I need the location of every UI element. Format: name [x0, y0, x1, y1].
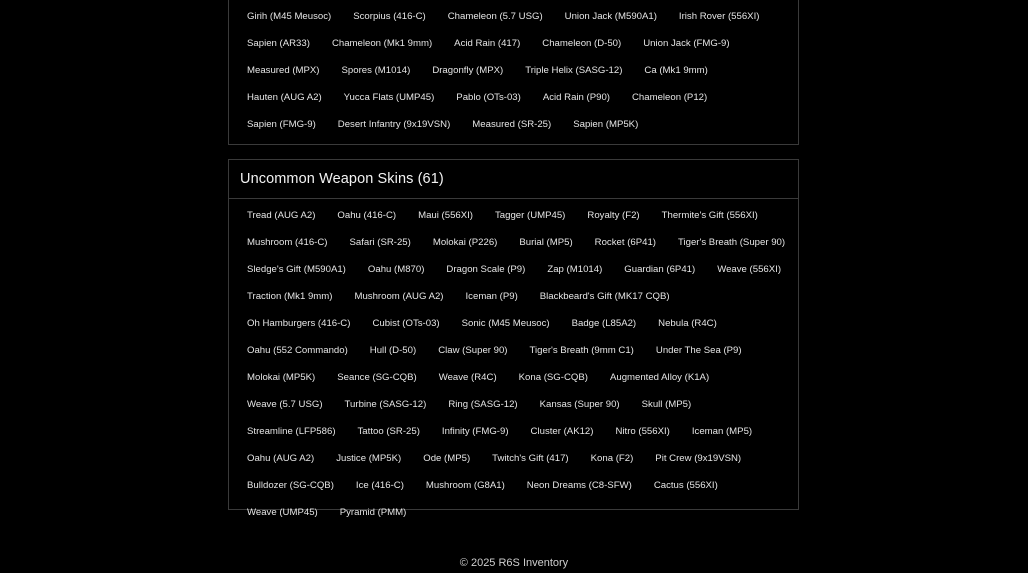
weapon-skin-tag[interactable]: Badge (L85A2): [571, 318, 637, 329]
weapon-skin-tag[interactable]: Scorpius (416-C): [353, 11, 426, 22]
weapon-skin-tag[interactable]: Mushroom (416-C): [247, 237, 328, 248]
weapon-skin-tag[interactable]: Molokai (P226): [432, 237, 498, 248]
weapon-skin-tag[interactable]: Cluster (AK12): [530, 426, 594, 437]
uncommon-skins-title: Uncommon Weapon Skins (61): [229, 160, 798, 199]
weapon-skin-tag[interactable]: Skull (MP5): [641, 399, 692, 410]
weapon-skin-tag[interactable]: Twitch's Gift (417): [492, 453, 569, 464]
weapon-skin-tag[interactable]: Maui (556XI): [418, 210, 473, 221]
weapon-skin-tag[interactable]: Infinity (FMG-9): [441, 426, 509, 437]
weapon-skin-tag[interactable]: Desert Infantry (9x19VSN): [337, 119, 451, 130]
weapon-skin-tag[interactable]: Zap (M1014): [547, 264, 603, 275]
weapon-skin-tag[interactable]: Tiger's Breath (9mm C1): [529, 345, 634, 356]
weapon-skin-tag[interactable]: Burial (MP5): [519, 237, 573, 248]
weapon-skin-tag[interactable]: Molokai (MP5K): [247, 372, 316, 383]
weapon-skin-tag[interactable]: Union Jack (M590A1): [564, 11, 657, 22]
weapon-skin-tag[interactable]: Claw (Super 90): [438, 345, 508, 356]
weapon-skin-tag[interactable]: Oahu (552 Commando): [247, 345, 348, 356]
weapon-skin-tag[interactable]: Safari (SR-25): [349, 237, 411, 248]
weapon-skin-tag[interactable]: Ca (Mk1 9mm): [644, 65, 708, 76]
footer-copyright: © 2025 R6S Inventory: [459, 557, 569, 569]
weapon-skin-tag[interactable]: Streamline (LFP586): [247, 426, 336, 437]
weapon-skin-tag[interactable]: Acid Rain (P90): [542, 92, 610, 103]
weapon-skin-tag[interactable]: Chameleon (5.7 USG): [447, 11, 543, 22]
weapon-skin-tag[interactable]: Spores (M1014): [341, 65, 411, 76]
weapon-skin-tag[interactable]: Turbine (SASG-12): [344, 399, 427, 410]
weapon-skin-tag[interactable]: Irish Rover (556XI): [678, 11, 760, 22]
weapon-skin-tag[interactable]: Nebula (R4C): [658, 318, 717, 329]
weapon-skin-tag[interactable]: Rocket (6P41): [594, 237, 656, 248]
weapon-skin-tag[interactable]: Dragonfly (MPX): [432, 65, 504, 76]
weapon-skin-tag[interactable]: Dragon Scale (P9): [446, 264, 526, 275]
weapon-skin-tag[interactable]: Chameleon (Mk1 9mm): [331, 38, 433, 49]
weapon-skin-tag[interactable]: Royalty (F2): [587, 210, 640, 221]
weapon-skin-tag[interactable]: Acid Rain (417): [454, 38, 521, 49]
weapon-skin-tag[interactable]: Bulldozer (SG-CQB): [247, 480, 334, 491]
weapon-skin-tag[interactable]: Tiger's Breath (Super 90): [678, 237, 786, 248]
weapon-skin-tag[interactable]: Chameleon (D-50): [542, 38, 622, 49]
weapon-skin-tag[interactable]: Oahu (AUG A2): [247, 453, 315, 464]
weapon-skin-tag[interactable]: Sonic (M45 Meusoc): [461, 318, 550, 329]
weapon-skin-tag[interactable]: Pablo (OTs-03): [456, 92, 521, 103]
weapon-skin-tag[interactable]: Measured (SR-25): [472, 119, 552, 130]
uncommon-skins-card: [228, 159, 799, 518]
weapon-skin-tag[interactable]: Kansas (Super 90): [539, 399, 620, 410]
weapon-skin-tag[interactable]: Guardian (6P41): [624, 264, 696, 275]
weapon-skin-tag[interactable]: Ring (SASG-12): [448, 399, 518, 410]
weapon-skin-tag[interactable]: Sledge's Gift (M590A1): [247, 264, 346, 275]
top-skins-list: [229, 0, 798, 138]
weapon-skin-tag[interactable]: Kona (SG-CQB): [518, 372, 588, 383]
weapon-skin-tag[interactable]: Cubist (OTs-03): [372, 318, 440, 329]
weapon-skin-tag[interactable]: Kona (F2): [590, 453, 634, 464]
weapon-skin-tag[interactable]: Weave (R4C): [438, 372, 497, 383]
weapon-skin-tag[interactable]: Triple Helix (SASG-12): [525, 65, 623, 76]
weapon-skin-tag[interactable]: Sapien (FMG-9): [247, 119, 316, 130]
weapon-skin-tag[interactable]: Pyramid (PMM): [339, 507, 407, 518]
weapon-skin-tag[interactable]: Hull (D-50): [369, 345, 417, 356]
weapon-skin-tag[interactable]: Mushroom (G8A1): [425, 480, 505, 491]
weapon-skin-tag[interactable]: Pit Crew (9x19VSN): [655, 453, 742, 464]
weapon-skin-tag[interactable]: Iceman (P9): [465, 291, 518, 302]
weapon-skin-tag[interactable]: Justice (MP5K): [336, 453, 402, 464]
weapon-skin-tag[interactable]: Chameleon (P12): [632, 92, 708, 103]
top-skins-card: [228, 0, 799, 145]
weapon-skin-tag[interactable]: Union Jack (FMG-9): [643, 38, 730, 49]
weapon-skin-tag[interactable]: Girih (M45 Meusoc): [247, 11, 332, 22]
weapon-skin-tag[interactable]: Measured (MPX): [247, 65, 320, 76]
weapon-skin-tag[interactable]: Weave (556XI): [717, 264, 782, 275]
weapon-skin-tag[interactable]: Blackbeard's Gift (MK17 CQB): [539, 291, 670, 302]
weapon-skin-tag[interactable]: Tagger (UMP45): [495, 210, 566, 221]
weapon-skin-tag[interactable]: Tattoo (SR-25): [357, 426, 420, 437]
weapon-skin-tag[interactable]: Weave (5.7 USG): [247, 399, 323, 410]
weapon-skin-tag[interactable]: Weave (UMP45): [247, 507, 318, 518]
weapon-skin-tag[interactable]: Ice (416-C): [355, 480, 404, 491]
weapon-skin-tag[interactable]: Thermite's Gift (556XI): [661, 210, 758, 221]
weapon-skin-tag[interactable]: Sapien (MP5K): [573, 119, 639, 130]
weapon-skin-tag[interactable]: Ode (MP5): [423, 453, 471, 464]
weapon-skin-tag[interactable]: Oh Hamburgers (416-C): [247, 318, 351, 329]
weapon-skin-tag[interactable]: Iceman (MP5): [691, 426, 753, 437]
weapon-skin-tag[interactable]: Nitro (556XI): [615, 426, 670, 437]
weapon-skin-tag[interactable]: Yucca Flats (UMP45): [343, 92, 435, 103]
weapon-skin-tag[interactable]: Seance (SG-CQB): [337, 372, 417, 383]
weapon-skin-tag[interactable]: Mushroom (AUG A2): [354, 291, 444, 302]
weapon-skin-tag[interactable]: Neon Dreams (C8-SFW): [526, 480, 632, 491]
weapon-skin-tag[interactable]: Hauten (AUG A2): [247, 92, 322, 103]
weapon-skin-tag[interactable]: Traction (Mk1 9mm): [247, 291, 333, 302]
weapon-skin-tag[interactable]: Augmented Alloy (K1A): [609, 372, 710, 383]
weapon-skin-tag[interactable]: Tread (AUG A2): [247, 210, 316, 221]
weapon-skin-tag[interactable]: Sapien (AR33): [247, 38, 310, 49]
weapon-skin-tag[interactable]: Under The Sea (P9): [655, 345, 742, 356]
weapon-skin-tag[interactable]: Oahu (416-C): [337, 210, 397, 221]
weapon-skin-tag[interactable]: Cactus (556XI): [653, 480, 718, 491]
weapon-skin-tag[interactable]: Oahu (M870): [367, 264, 425, 275]
uncommon-skins-list: [229, 199, 798, 526]
